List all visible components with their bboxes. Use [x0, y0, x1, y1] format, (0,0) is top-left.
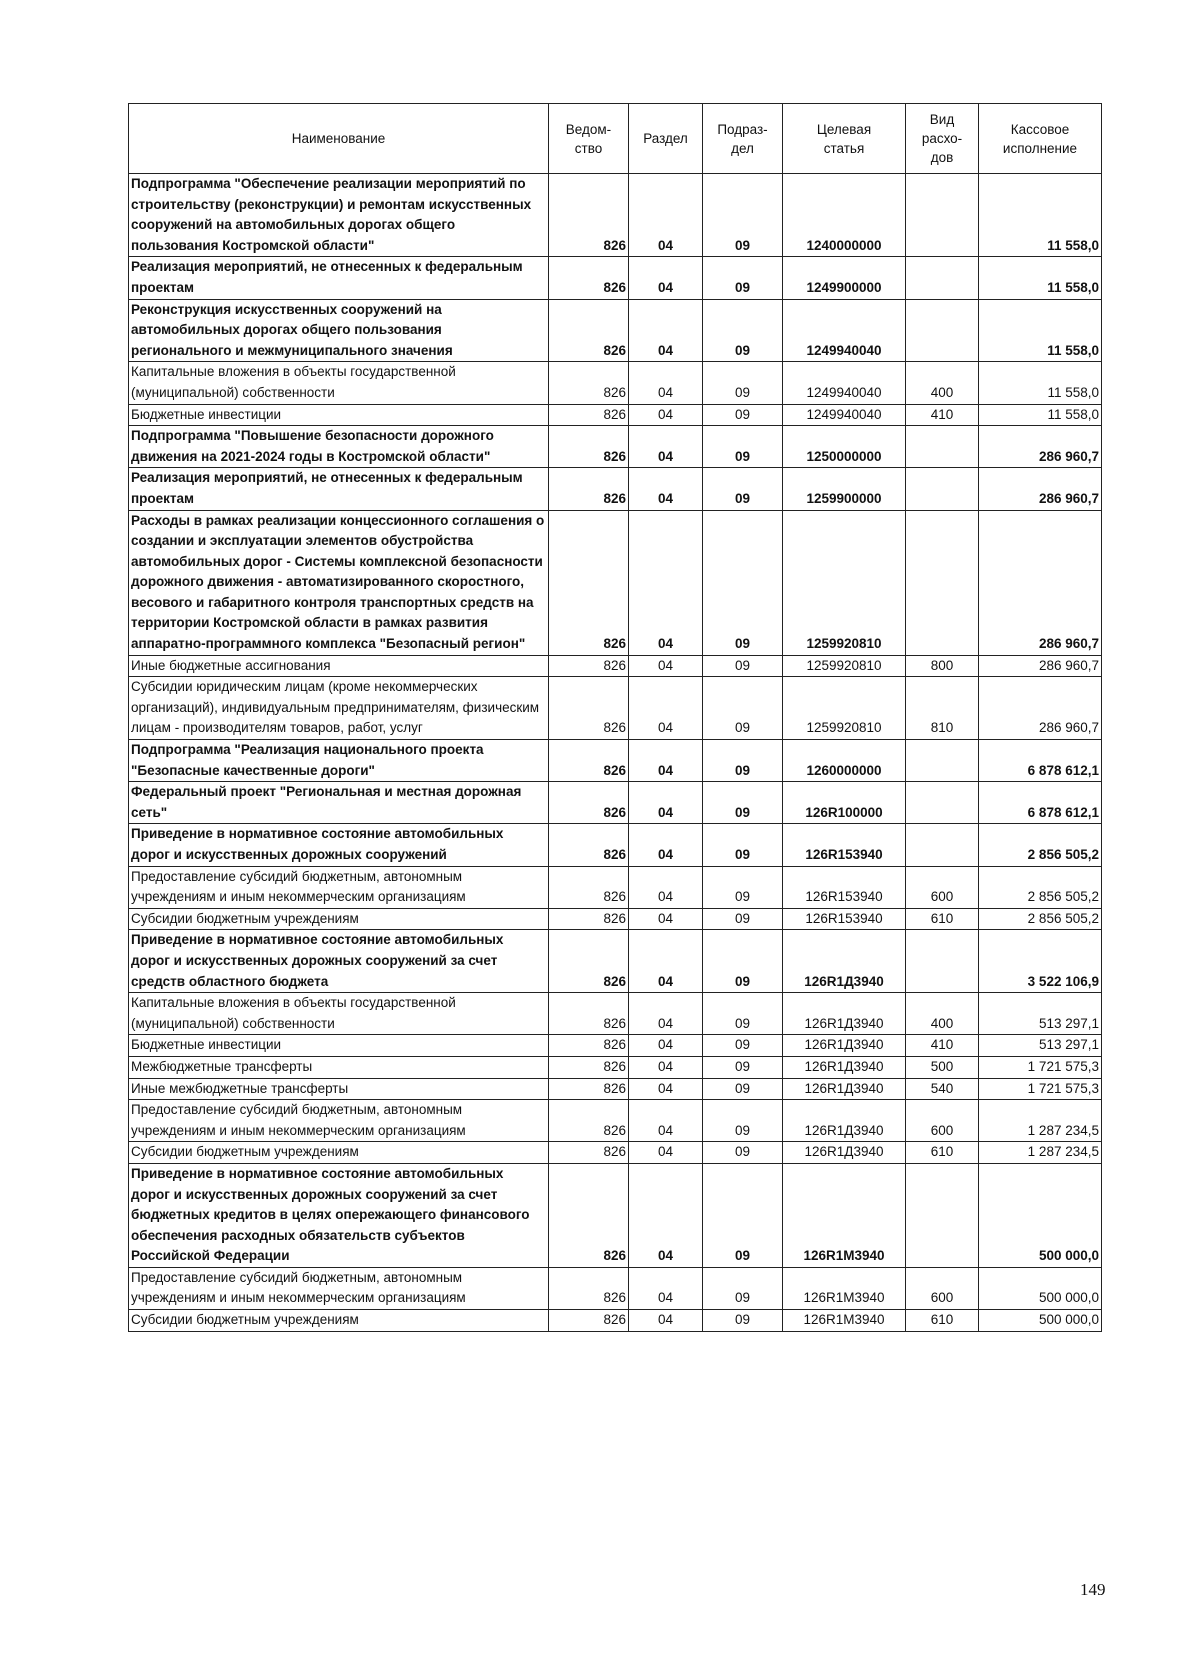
header-ved: Ведом- ство	[549, 104, 629, 174]
table-header	[129, 104, 1102, 174]
table-row	[129, 1035, 1102, 1057]
cell-vr: 800	[906, 655, 979, 677]
cell-amount: 11 558,0	[979, 362, 1102, 404]
cell-name: Субсидии бюджетным учреждениям	[129, 1142, 549, 1164]
table-row	[129, 908, 1102, 930]
table-row	[129, 1310, 1102, 1332]
cell-amount: 2 856 505,2	[979, 866, 1102, 908]
cell-podrazdel: 09	[703, 993, 783, 1035]
cell-razdel: 04	[629, 510, 703, 655]
cell-podrazdel: 09	[703, 404, 783, 426]
cell-name: Предоставление субсидий бюджетным, автономным учреждениям и иным некоммерческим организациям	[129, 1267, 549, 1309]
cell-ved: 826	[549, 1267, 629, 1309]
cell-amount: 1 287 234,5	[979, 1142, 1102, 1164]
cell-name: Реализация мероприятий, не отнесенных к федеральным проектам	[129, 468, 549, 510]
table-row	[129, 655, 1102, 677]
cell-ved: 826	[549, 1056, 629, 1078]
table-row	[129, 866, 1102, 908]
cell-name: Капитальные вложения в объекты государственной (муниципальной) собственности	[129, 993, 549, 1035]
cell-podrazdel: 09	[703, 824, 783, 866]
cell-csr: 126R100000	[783, 782, 906, 824]
table-row	[129, 824, 1102, 866]
cell-podrazdel: 09	[703, 930, 783, 993]
cell-razdel: 04	[629, 782, 703, 824]
cell-vr	[906, 1163, 979, 1267]
cell-csr: 1249940040	[783, 404, 906, 426]
cell-razdel: 04	[629, 1100, 703, 1142]
header-amount: Кассовое исполнение	[979, 104, 1102, 174]
cell-vr	[906, 257, 979, 299]
cell-amount: 500 000,0	[979, 1267, 1102, 1309]
cell-razdel: 04	[629, 1056, 703, 1078]
cell-vr: 600	[906, 1100, 979, 1142]
cell-amount: 286 960,7	[979, 655, 1102, 677]
cell-vr	[906, 740, 979, 782]
cell-ved: 826	[549, 1100, 629, 1142]
cell-amount: 286 960,7	[979, 510, 1102, 655]
cell-vr: 610	[906, 1310, 979, 1332]
cell-vr: 400	[906, 362, 979, 404]
cell-podrazdel: 09	[703, 866, 783, 908]
cell-amount: 513 297,1	[979, 1035, 1102, 1057]
cell-amount: 500 000,0	[979, 1310, 1102, 1332]
cell-name: Субсидии бюджетным учреждениям	[129, 908, 549, 930]
cell-razdel: 04	[629, 1163, 703, 1267]
cell-ved: 826	[549, 299, 629, 362]
cell-razdel: 04	[629, 404, 703, 426]
cell-name: Расходы в рамках реализации концессионного соглашения о создании и эксплуатации элементов обустройства автомобильных дорог - Системы комплексной безопасности дорожного движения - автоматизированного скоростного, весового и габаритного контроля транспортных средств на территории Костромской области в рамках развития аппаратно-программного комплекса "Безопасный регион"	[129, 510, 549, 655]
cell-razdel: 04	[629, 908, 703, 930]
cell-csr: 1250000000	[783, 426, 906, 468]
cell-name: Межбюджетные трансферты	[129, 1056, 549, 1078]
cell-csr: 1259920810	[783, 677, 906, 740]
cell-name: Капитальные вложения в объекты государственной (муниципальной) собственности	[129, 362, 549, 404]
table-row	[129, 299, 1102, 362]
cell-amount: 11 558,0	[979, 299, 1102, 362]
cell-amount: 286 960,7	[979, 426, 1102, 468]
cell-podrazdel: 09	[703, 1035, 783, 1057]
cell-csr: 126R153940	[783, 824, 906, 866]
cell-name: Подпрограмма "Реализация национального проекта "Безопасные качественные дороги"	[129, 740, 549, 782]
cell-ved: 826	[549, 740, 629, 782]
cell-vr: 610	[906, 1142, 979, 1164]
cell-podrazdel: 09	[703, 1163, 783, 1267]
cell-podrazdel: 09	[703, 1310, 783, 1332]
cell-name: Приведение в нормативное состояние автомобильных дорог и искусственных дорожных сооружений за счет средств областного бюджета	[129, 930, 549, 993]
cell-name: Иные межбюджетные трансферты	[129, 1078, 549, 1100]
header-razdel: Раздел	[629, 104, 703, 174]
cell-name: Подпрограмма "Повышение безопасности дорожного движения на 2021-2024 годы в Костромской области"	[129, 426, 549, 468]
cell-csr: 1240000000	[783, 174, 906, 257]
table-body	[129, 174, 1102, 1332]
header-podrazdel: Подраз- дел	[703, 104, 783, 174]
cell-razdel: 04	[629, 174, 703, 257]
cell-podrazdel: 09	[703, 1056, 783, 1078]
cell-name: Бюджетные инвестиции	[129, 404, 549, 426]
cell-ved: 826	[549, 993, 629, 1035]
cell-amount: 2 856 505,2	[979, 824, 1102, 866]
cell-podrazdel: 09	[703, 1078, 783, 1100]
cell-podrazdel: 09	[703, 1100, 783, 1142]
cell-name: Субсидии бюджетным учреждениям	[129, 1310, 549, 1332]
cell-amount: 286 960,7	[979, 677, 1102, 740]
cell-csr: 126R153940	[783, 908, 906, 930]
table-row	[129, 1100, 1102, 1142]
cell-amount: 1 721 575,3	[979, 1056, 1102, 1078]
cell-vr: 810	[906, 677, 979, 740]
cell-razdel: 04	[629, 362, 703, 404]
cell-vr: 610	[906, 908, 979, 930]
cell-podrazdel: 09	[703, 655, 783, 677]
cell-csr: 126R1Д3940	[783, 1078, 906, 1100]
cell-ved: 826	[549, 468, 629, 510]
table-row	[129, 740, 1102, 782]
table-row	[129, 468, 1102, 510]
table-row	[129, 993, 1102, 1035]
cell-podrazdel: 09	[703, 257, 783, 299]
cell-razdel: 04	[629, 1142, 703, 1164]
table-row	[129, 174, 1102, 257]
cell-vr	[906, 930, 979, 993]
cell-name: Бюджетные инвестиции	[129, 1035, 549, 1057]
table-row	[129, 426, 1102, 468]
page-number: 149	[1080, 1580, 1106, 1599]
table-row	[129, 404, 1102, 426]
cell-csr: 1259900000	[783, 468, 906, 510]
cell-csr: 1249940040	[783, 362, 906, 404]
cell-amount: 2 856 505,2	[979, 908, 1102, 930]
cell-podrazdel: 09	[703, 908, 783, 930]
cell-name: Приведение в нормативное состояние автомобильных дорог и искусственных дорожных сооружений	[129, 824, 549, 866]
cell-csr: 126R1М3940	[783, 1310, 906, 1332]
cell-csr: 126R153940	[783, 866, 906, 908]
cell-podrazdel: 09	[703, 510, 783, 655]
cell-ved: 826	[549, 1163, 629, 1267]
cell-podrazdel: 09	[703, 782, 783, 824]
cell-csr: 126R1Д3940	[783, 930, 906, 993]
cell-razdel: 04	[629, 866, 703, 908]
cell-ved: 826	[549, 510, 629, 655]
cell-csr: 126R1Д3940	[783, 993, 906, 1035]
table-row	[129, 362, 1102, 404]
cell-ved: 826	[549, 930, 629, 993]
cell-podrazdel: 09	[703, 468, 783, 510]
cell-podrazdel: 09	[703, 677, 783, 740]
table-row	[129, 1142, 1102, 1164]
cell-amount: 11 558,0	[979, 404, 1102, 426]
cell-razdel: 04	[629, 677, 703, 740]
cell-vr: 400	[906, 993, 979, 1035]
table-row	[129, 677, 1102, 740]
cell-vr: 600	[906, 1267, 979, 1309]
table-row	[129, 782, 1102, 824]
table-row	[129, 930, 1102, 993]
cell-razdel: 04	[629, 824, 703, 866]
cell-csr: 126R1М3940	[783, 1163, 906, 1267]
cell-ved: 826	[549, 1310, 629, 1332]
cell-podrazdel: 09	[703, 299, 783, 362]
cell-razdel: 04	[629, 299, 703, 362]
cell-razdel: 04	[629, 993, 703, 1035]
table-row	[129, 1078, 1102, 1100]
cell-csr: 1259920810	[783, 655, 906, 677]
cell-vr: 500	[906, 1056, 979, 1078]
cell-amount: 11 558,0	[979, 174, 1102, 257]
cell-razdel: 04	[629, 257, 703, 299]
cell-razdel: 04	[629, 468, 703, 510]
cell-podrazdel: 09	[703, 426, 783, 468]
cell-razdel: 04	[629, 426, 703, 468]
cell-amount: 11 558,0	[979, 257, 1102, 299]
cell-razdel: 04	[629, 1267, 703, 1309]
cell-ved: 826	[549, 908, 629, 930]
cell-csr: 1259920810	[783, 510, 906, 655]
cell-razdel: 04	[629, 1310, 703, 1332]
cell-ved: 826	[549, 782, 629, 824]
cell-ved: 826	[549, 362, 629, 404]
cell-csr: 1249940040	[783, 299, 906, 362]
cell-podrazdel: 09	[703, 1142, 783, 1164]
cell-razdel: 04	[629, 1035, 703, 1057]
cell-vr: 410	[906, 404, 979, 426]
cell-vr	[906, 426, 979, 468]
cell-name: Реализация мероприятий, не отнесенных к федеральным проектам	[129, 257, 549, 299]
cell-razdel: 04	[629, 930, 703, 993]
table-row	[129, 1163, 1102, 1267]
cell-amount: 513 297,1	[979, 993, 1102, 1035]
cell-csr: 1249900000	[783, 257, 906, 299]
cell-ved: 826	[549, 677, 629, 740]
cell-ved: 826	[549, 404, 629, 426]
cell-ved: 826	[549, 426, 629, 468]
cell-ved: 826	[549, 1142, 629, 1164]
cell-podrazdel: 09	[703, 1267, 783, 1309]
cell-ved: 826	[549, 866, 629, 908]
cell-vr	[906, 510, 979, 655]
table-row	[129, 1267, 1102, 1309]
cell-vr: 540	[906, 1078, 979, 1100]
cell-vr: 600	[906, 866, 979, 908]
cell-ved: 826	[549, 1078, 629, 1100]
cell-amount: 1 287 234,5	[979, 1100, 1102, 1142]
cell-vr: 410	[906, 1035, 979, 1057]
table-row	[129, 510, 1102, 655]
table-row	[129, 1056, 1102, 1078]
cell-ved: 826	[549, 174, 629, 257]
cell-ved: 826	[549, 1035, 629, 1057]
cell-amount: 1 721 575,3	[979, 1078, 1102, 1100]
table-row	[129, 257, 1102, 299]
cell-vr	[906, 782, 979, 824]
header-row	[129, 104, 1102, 174]
budget-table	[128, 103, 1102, 1332]
cell-amount: 286 960,7	[979, 468, 1102, 510]
cell-csr: 1260000000	[783, 740, 906, 782]
cell-ved: 826	[549, 655, 629, 677]
header-vr: Вид расхо- дов	[906, 104, 979, 174]
header-csr: Целевая статья	[783, 104, 906, 174]
cell-csr: 126R1Д3940	[783, 1142, 906, 1164]
cell-razdel: 04	[629, 655, 703, 677]
cell-vr	[906, 468, 979, 510]
cell-csr: 126R1М3940	[783, 1267, 906, 1309]
cell-razdel: 04	[629, 740, 703, 782]
cell-name: Субсидии юридическим лицам (кроме некоммерческих организаций), индивидуальным предпринимателям, физическим лицам - производителям товаров, работ, услуг	[129, 677, 549, 740]
budget-sheet	[128, 103, 1101, 1332]
cell-podrazdel: 09	[703, 740, 783, 782]
cell-name: Иные бюджетные ассигнования	[129, 655, 549, 677]
cell-ved: 826	[549, 824, 629, 866]
cell-name: Федеральный проект "Региональная и местная дорожная сеть"	[129, 782, 549, 824]
cell-amount: 6 878 612,1	[979, 782, 1102, 824]
cell-amount: 500 000,0	[979, 1163, 1102, 1267]
cell-podrazdel: 09	[703, 174, 783, 257]
cell-name: Реконструкция искусственных сооружений на автомобильных дорогах общего пользования регионального и межмуниципального значения	[129, 299, 549, 362]
cell-vr	[906, 824, 979, 866]
cell-name: Подпрограмма "Обеспечение реализации мероприятий по строительству (реконструкции) и ремонтам искусственных сооружений на автомобильных дорогах общего пользования Костромской области"	[129, 174, 549, 257]
cell-name: Предоставление субсидий бюджетным, автономным учреждениям и иным некоммерческим организациям	[129, 1100, 549, 1142]
cell-vr	[906, 299, 979, 362]
cell-amount: 6 878 612,1	[979, 740, 1102, 782]
cell-csr: 126R1Д3940	[783, 1035, 906, 1057]
cell-name: Приведение в нормативное состояние автомобильных дорог и искусственных дорожных сооружений за счет бюджетных кредитов в целях опережающего финансового обеспечения расходных обязательств субъектов Российской Федерации	[129, 1163, 549, 1267]
cell-csr: 126R1Д3940	[783, 1100, 906, 1142]
cell-podrazdel: 09	[703, 362, 783, 404]
header-name: Наименование	[129, 104, 549, 174]
cell-name: Предоставление субсидий бюджетным, автономным учреждениям и иным некоммерческим организациям	[129, 866, 549, 908]
cell-vr	[906, 174, 979, 257]
cell-ved: 826	[549, 257, 629, 299]
cell-csr: 126R1Д3940	[783, 1056, 906, 1078]
cell-amount: 3 522 106,9	[979, 930, 1102, 993]
cell-razdel: 04	[629, 1078, 703, 1100]
